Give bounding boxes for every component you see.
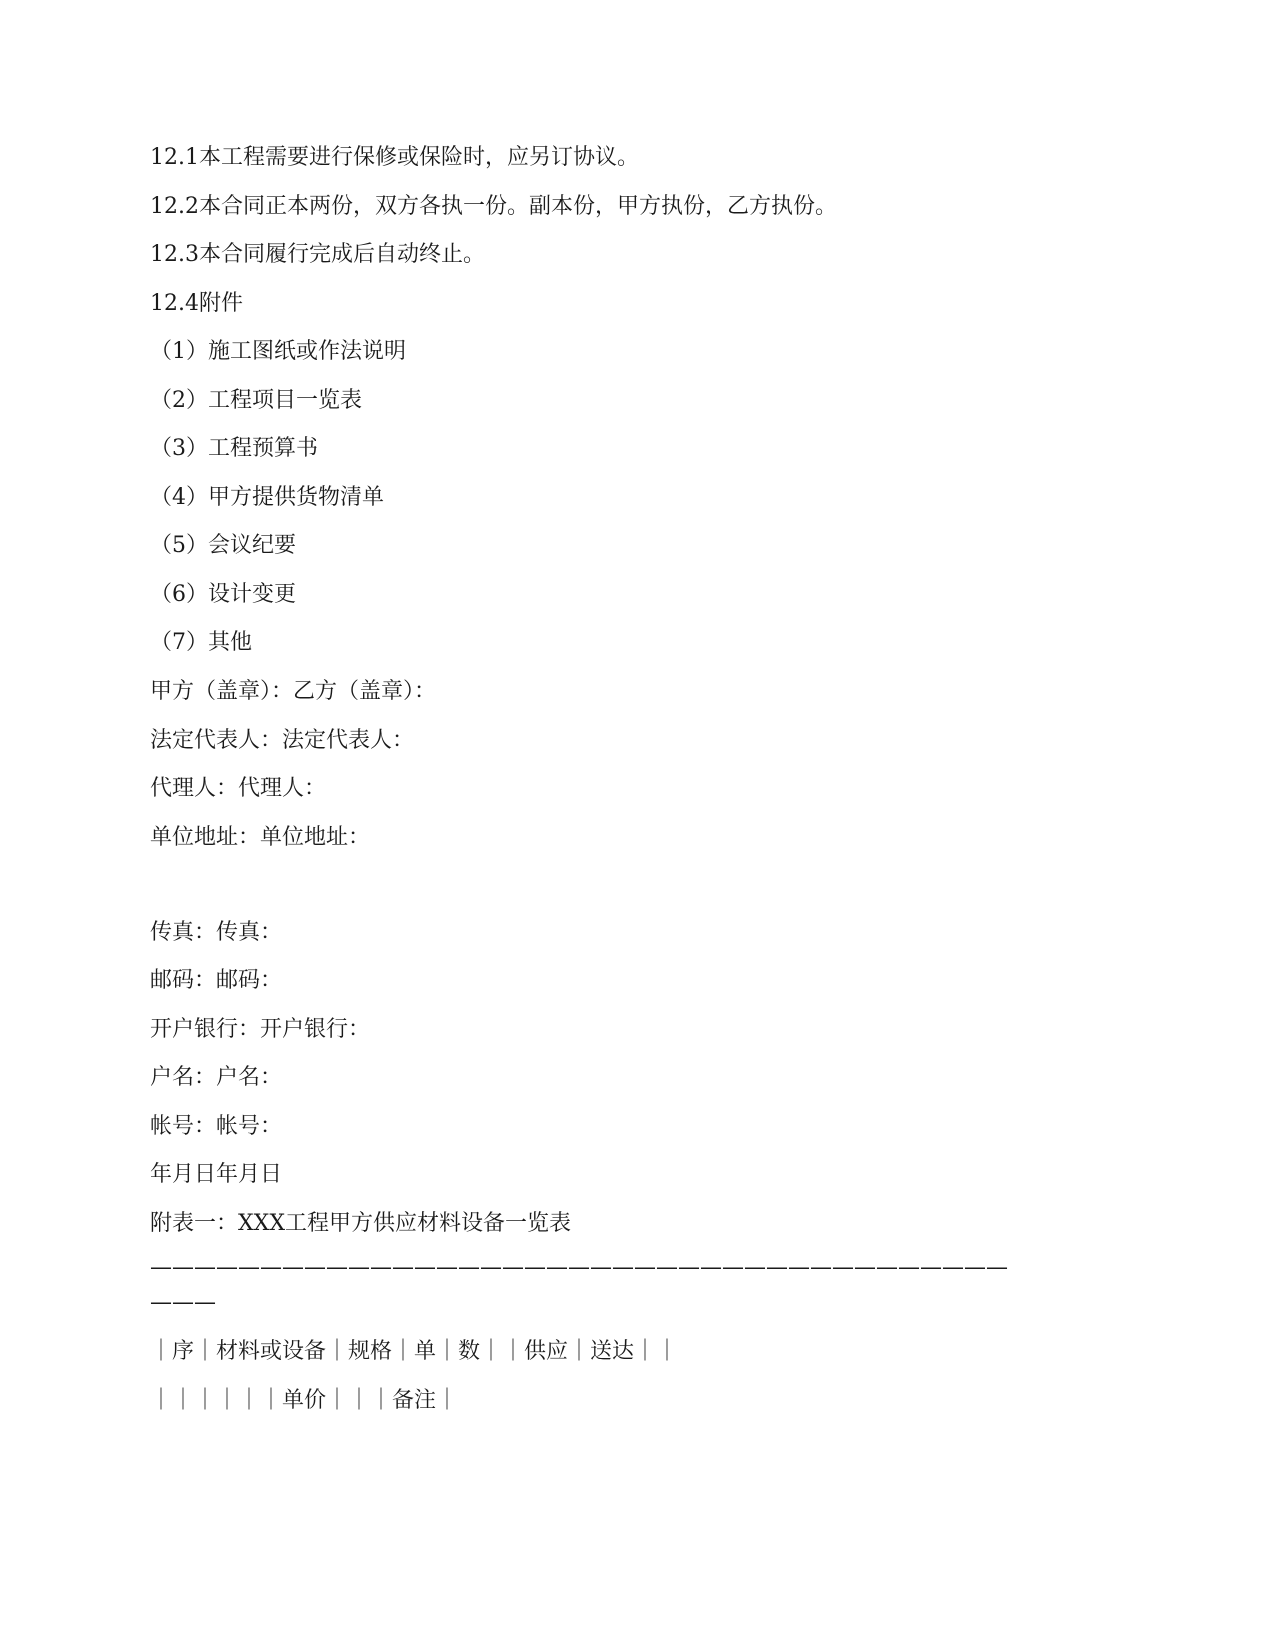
signature-fax: 传真：传真：: [150, 920, 283, 945]
signature-agent: 代理人：代理人：: [150, 776, 327, 801]
signature-legal-rep: 法定代表人：法定代表人：: [150, 728, 415, 753]
table-rule-line: ———————————————————————————————————————: [150, 1255, 1008, 1280]
signature-date: 年月日年月日: [150, 1162, 283, 1187]
signature-account-name: 户名：户名：: [150, 1065, 283, 1090]
attachment-item: （6）设计变更: [150, 582, 296, 607]
table-header-row: ｜序｜材料或设备｜规格｜单｜数｜｜供应｜送达｜｜: [150, 1339, 679, 1364]
attachment-item: （1）施工图纸或作法说明: [150, 339, 406, 364]
attachment-item: （4）甲方提供货物清单: [150, 485, 384, 510]
clause-12-4: 12.4附件: [150, 291, 243, 316]
signature-bank: 开户银行：开户银行：: [150, 1017, 371, 1042]
attachment-item: （2）工程项目一览表: [150, 388, 362, 413]
signature-postcode: 邮码：邮码：: [150, 968, 283, 993]
clause-12-1: 12.1本工程需要进行保修或保险时，应另订协议。: [150, 145, 639, 170]
appendix-title: 附表一：XXX工程甲方供应材料设备一览表: [150, 1211, 571, 1236]
table-header-row: ｜｜｜｜｜｜单价｜｜｜备注｜: [150, 1388, 459, 1413]
attachment-item: （5）会议纪要: [150, 533, 296, 558]
signature-address: 单位地址：单位地址：: [150, 825, 371, 850]
signature-account-no: 帐号：帐号：: [150, 1114, 283, 1139]
clause-12-3: 12.3本合同履行完成后自动终止。: [150, 242, 485, 267]
signature-parties: 甲方（盖章）：乙方（盖章）：: [150, 679, 437, 704]
clause-12-2: 12.2本合同正本两份，双方各执一份。副本份，甲方执份，乙方执份。: [150, 194, 837, 219]
attachment-item: （3）工程预算书: [150, 436, 318, 461]
table-rule-line-continued: ———: [150, 1290, 216, 1315]
attachment-item: （7）其他: [150, 630, 252, 655]
